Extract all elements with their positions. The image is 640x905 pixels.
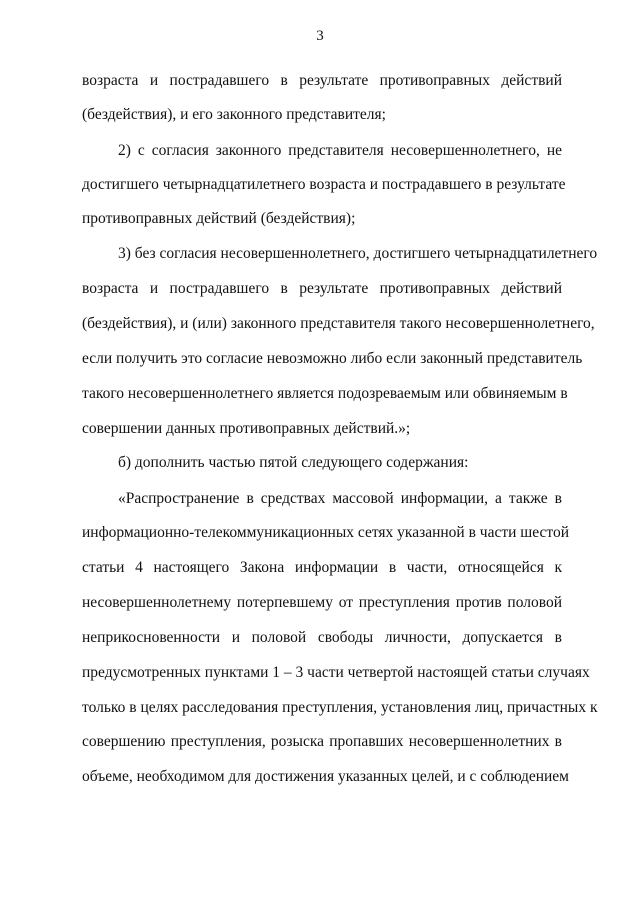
text-line: противоправных действий (бездействия); [82,210,356,227]
text-line: только в целях расследования преступления, установления лиц, причастных к [82,699,598,716]
text-line: если получить это согласие невозможно либо если законный представитель [82,350,583,367]
text-line: б) дополнить частью пятой следующего содержания: [118,454,469,471]
text-line: статьи 4 настоящего Закона информации в части, относящейся к [82,559,562,576]
text-line: такого несовершеннолетнего является подозреваемым или обвиняемым в [82,385,568,402]
text-line: неприкосновенности и половой свободы личности, допускается в [82,629,562,646]
text-line: объеме, необходимом для достижения указанных целей, и с соблюдением [82,768,569,785]
text-line: предусмотренных пунктами 1 – 3 части четвертой настоящей статьи случаях [82,664,590,681]
text-line: информационно-телекоммуникационных сетях указанной в части шестой [82,524,569,541]
text-line: «Распространение в средствах массовой информации, а также в [118,490,562,507]
text-line: возраста и пострадавшего в результате противоправных действий [82,72,562,89]
text-line: совершении данных противоправных действий.»; [82,420,411,437]
text-line: возраста и пострадавшего в результате противоправных действий [82,280,562,297]
text-line: достигшего четырнадцатилетнего возраста и пострадавшего в результате [82,176,566,193]
text-line: 2) с согласия законного представителя несовершеннолетнего, не [118,142,562,159]
text-line: несовершеннолетнему потерпевшему от преступления против половой [82,594,562,611]
text-line: (бездействия), и его законного представителя; [82,106,386,123]
text-line: (бездействия), и (или) законного представителя такого несовершеннолетнего, [82,315,595,332]
text-line: совершению преступления, розыска пропавших несовершеннолетних в [82,733,562,750]
text-line: 3) без согласия несовершеннолетнего, достигшего четырнадцатилетнего [118,245,598,262]
page-number: 3 [316,28,324,44]
